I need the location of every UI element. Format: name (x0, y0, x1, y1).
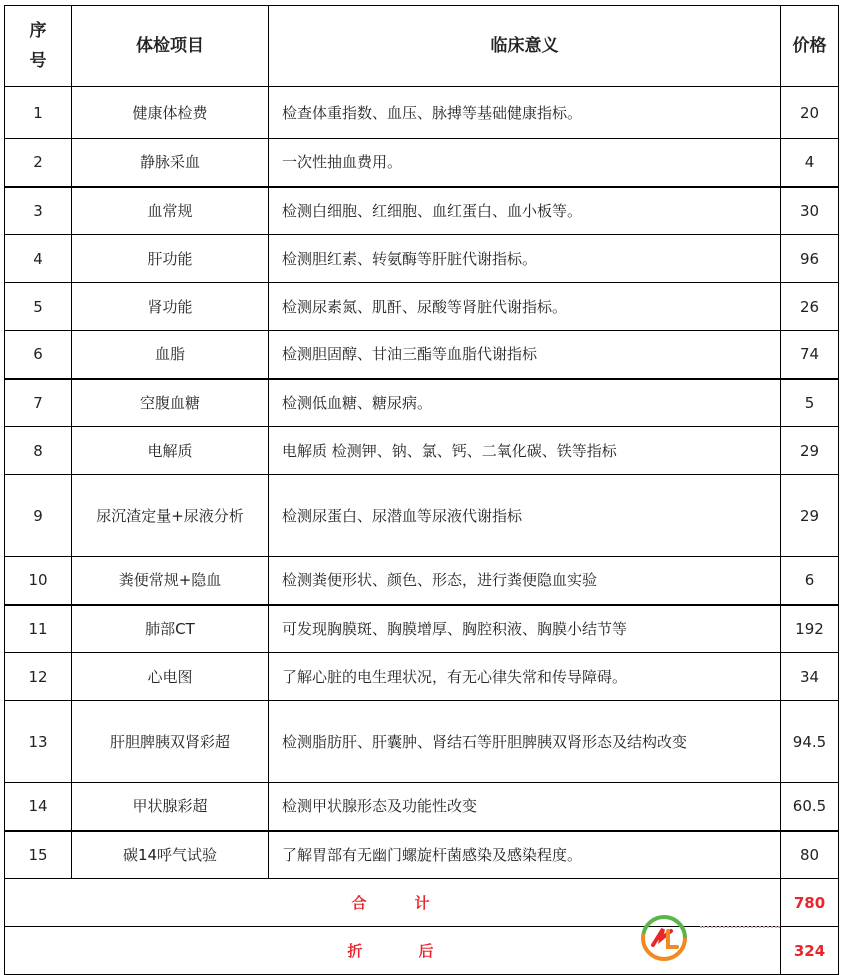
row-item: 血脂 (72, 331, 269, 379)
header-meaning: 临床意义 (269, 6, 781, 87)
row-item: 肺部CT (72, 605, 269, 653)
row-no: 1 (5, 87, 72, 139)
row-no: 3 (5, 187, 72, 235)
total-label-a: 合 (351, 893, 371, 912)
header-row (5, 6, 839, 87)
row-no: 14 (5, 783, 72, 831)
row-meaning: 检测粪便形状、颜色、形态，进行粪便隐血实验 (269, 557, 781, 605)
row-price: 192 (781, 605, 839, 653)
row-item: 粪便常规+隐血 (72, 557, 269, 605)
table-row (5, 653, 839, 701)
table-row (5, 187, 839, 235)
row-meaning: 检测胆固醇、甘油三酯等血脂代谢指标 (269, 331, 781, 379)
table-row (5, 605, 839, 653)
row-item: 心电图 (72, 653, 269, 701)
row-meaning: 检测胆红素、转氨酶等肝脏代谢指标。 (269, 235, 781, 283)
row-meaning: 电解质 检测钾、钠、氯、钙、二氧化碳、铁等指标 (269, 427, 781, 475)
watermark-logo-icon (641, 915, 687, 961)
table-row (5, 701, 839, 783)
discount-label-b: 后 (418, 941, 438, 960)
row-price: 26 (781, 283, 839, 331)
row-price: 74 (781, 331, 839, 379)
header-no-line2: 号 (29, 51, 47, 71)
table-row (5, 557, 839, 605)
row-meaning: 检测尿蛋白、尿潜血等尿液代谢指标 (269, 475, 781, 557)
table-row (5, 235, 839, 283)
row-item: 尿沉渣定量+尿液分析 (72, 475, 269, 557)
row-price: 60.5 (781, 783, 839, 831)
row-meaning: 检测甲状腺形态及功能性改变 (269, 783, 781, 831)
discount-label-a: 折 (347, 941, 367, 960)
row-price: 34 (781, 653, 839, 701)
row-no: 2 (5, 139, 72, 187)
total-row (5, 879, 839, 927)
table-row (5, 427, 839, 475)
discount-row (5, 927, 839, 975)
row-no: 10 (5, 557, 72, 605)
row-no: 12 (5, 653, 72, 701)
row-price: 30 (781, 187, 839, 235)
row-meaning: 检测低血糖、糖尿病。 (269, 379, 781, 427)
row-no: 4 (5, 235, 72, 283)
row-price: 29 (781, 475, 839, 557)
row-item: 空腹血糖 (72, 379, 269, 427)
row-no: 15 (5, 831, 72, 879)
row-price: 94.5 (781, 701, 839, 783)
row-meaning: 检测白细胞、红细胞、血红蛋白、血小板等。 (269, 187, 781, 235)
row-item: 健康体检费 (72, 87, 269, 139)
total-value: 780 (781, 879, 839, 927)
header-item: 体检项目 (72, 6, 269, 87)
table-row (5, 283, 839, 331)
row-item: 血常规 (72, 187, 269, 235)
total-label-b: 计 (414, 893, 434, 912)
table-row (5, 831, 839, 879)
row-price: 4 (781, 139, 839, 187)
row-no: 5 (5, 283, 72, 331)
row-item: 甲状腺彩超 (72, 783, 269, 831)
row-item: 电解质 (72, 427, 269, 475)
row-price: 29 (781, 427, 839, 475)
row-meaning: 一次性抽血费用。 (269, 139, 781, 187)
row-no: 9 (5, 475, 72, 557)
row-item: 肝胆脾胰双肾彩超 (72, 701, 269, 783)
table-row (5, 331, 839, 379)
row-no: 6 (5, 331, 72, 379)
row-price: 5 (781, 379, 839, 427)
row-price: 96 (781, 235, 839, 283)
row-no: 7 (5, 379, 72, 427)
row-price: 20 (781, 87, 839, 139)
discount-value: 324 (781, 927, 839, 975)
header-no-line1: 序 (29, 21, 47, 41)
header-price: 价格 (781, 6, 839, 87)
table-row (5, 475, 839, 557)
row-item: 静脉采血 (72, 139, 269, 187)
row-meaning: 检测尿素氮、肌酐、尿酸等肾脏代谢指标。 (269, 283, 781, 331)
table-row (5, 87, 839, 139)
row-meaning: 了解心脏的电生理状况，有无心律失常和传导障碍。 (269, 653, 781, 701)
row-item: 肝功能 (72, 235, 269, 283)
header-no (5, 6, 72, 87)
row-no: 13 (5, 701, 72, 783)
row-meaning: 检查体重指数、血压、脉搏等基础健康指标。 (269, 87, 781, 139)
checkup-price-table (4, 5, 839, 975)
row-meaning: 检测脂肪肝、肝囊肿、肾结石等肝胆脾胰双肾形态及结构改变 (269, 701, 781, 783)
row-price: 80 (781, 831, 839, 879)
table-row (5, 783, 839, 831)
table-row (5, 139, 839, 187)
row-item: 肾功能 (72, 283, 269, 331)
row-price: 6 (781, 557, 839, 605)
table-row (5, 379, 839, 427)
row-meaning: 可发现胸膜斑、胸膜增厚、胸腔积液、胸膜小结节等 (269, 605, 781, 653)
row-no: 11 (5, 605, 72, 653)
row-meaning: 了解胃部有无幽门螺旋杆菌感染及感染程度。 (269, 831, 781, 879)
row-item: 碳14呼气试验 (72, 831, 269, 879)
row-no: 8 (5, 427, 72, 475)
watermark-dots (700, 926, 780, 932)
